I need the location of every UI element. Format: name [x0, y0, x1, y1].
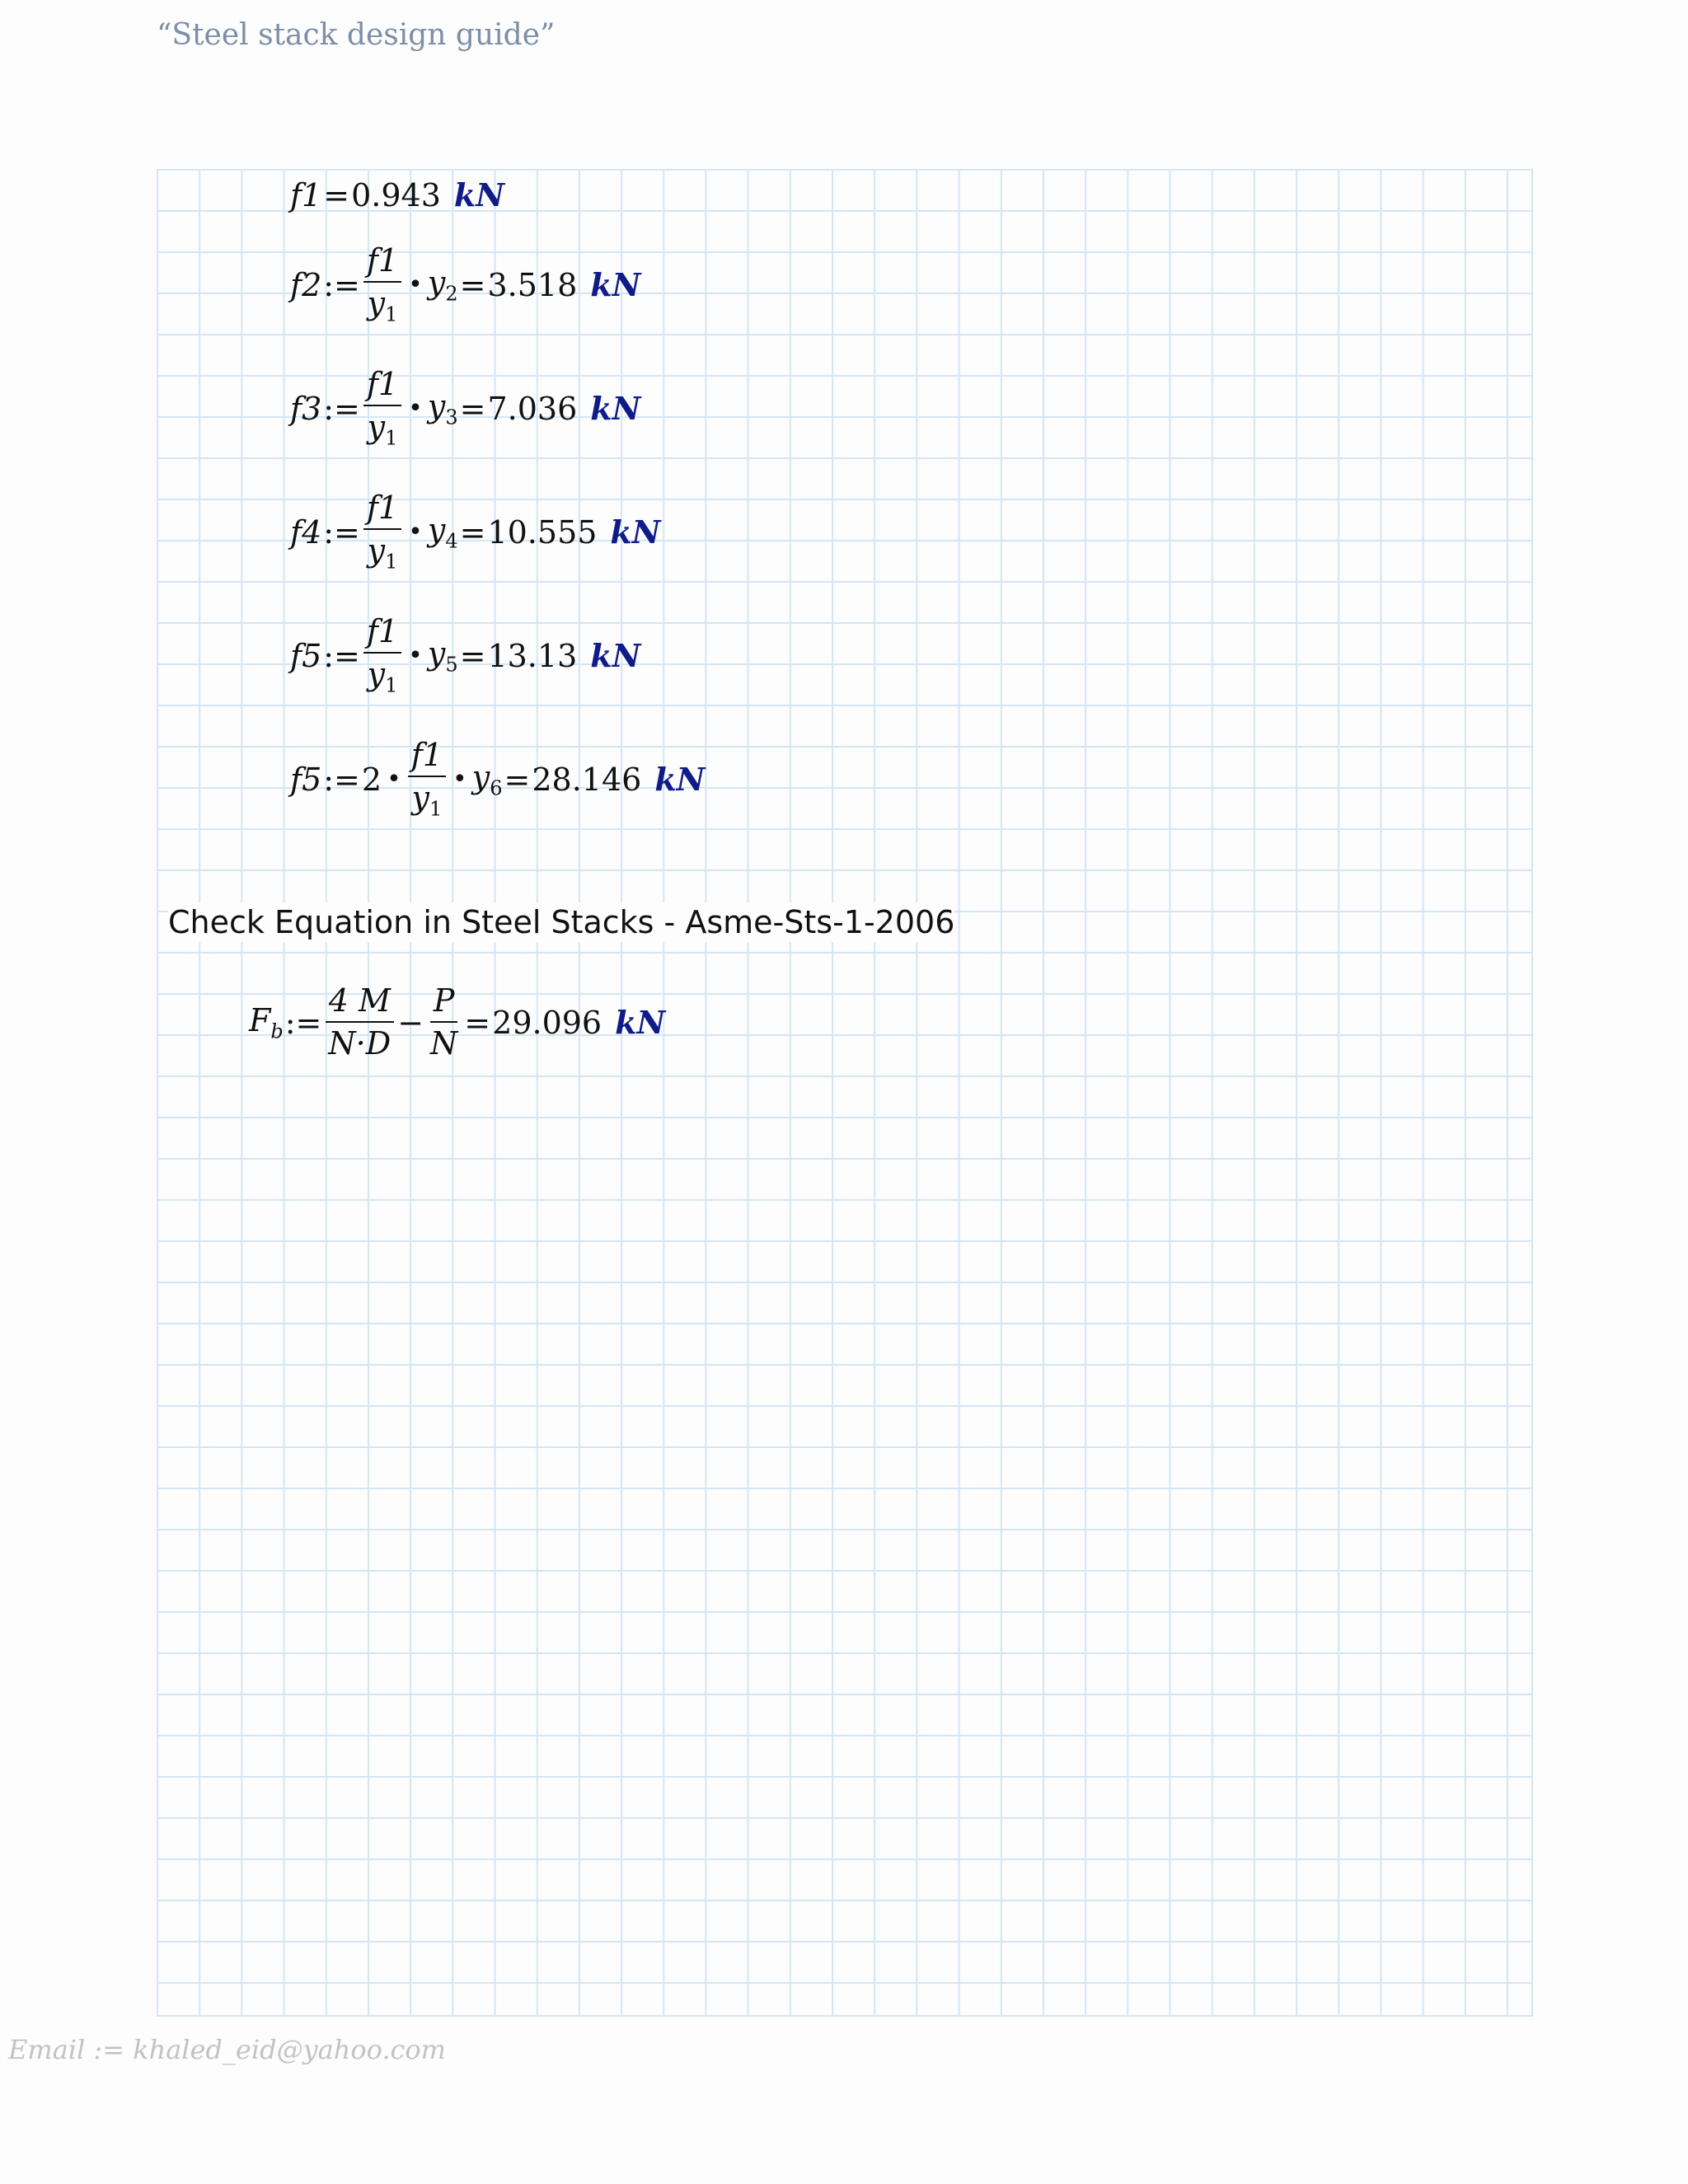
f5-denominator: $y_1$ [367, 655, 398, 697]
f6-fraction [408, 739, 446, 820]
f5-fraction [363, 613, 401, 697]
f4-numerator: f1 [363, 492, 401, 530]
multiply-dot: • [408, 518, 423, 547]
f3-denominator: $y_1$ [367, 408, 398, 450]
fb-unit: kN [615, 1004, 666, 1042]
equals-sign: = [459, 513, 486, 551]
minus-sign: − [397, 1004, 424, 1041]
f2-unit: kN [590, 266, 641, 304]
f2-numerator: f1 [363, 245, 401, 283]
f4-result: 10.555 [487, 513, 598, 551]
multiply-dot: • [408, 270, 423, 300]
f4-unit: kN [610, 513, 661, 551]
f3-numerator: f1 [363, 368, 401, 406]
fb-fraction-1 [325, 982, 394, 1062]
f6-coefficient: 2 [361, 761, 382, 798]
f5-unit: kN [590, 637, 641, 675]
multiply-dot: • [452, 765, 467, 794]
f1-value: 0.943 [351, 176, 441, 213]
fb-result: 29.096 [492, 1004, 603, 1041]
f6-multiplier: $y_6$ [471, 759, 503, 800]
f2-multiplier: $y_2$ [427, 265, 458, 306]
equation-f5 [290, 613, 641, 697]
multiply-dot: • [408, 641, 423, 671]
document-header-title: “Steel stack design guide” [157, 18, 556, 52]
f5-lhs: f5 [290, 637, 322, 674]
equation-fb [249, 982, 666, 1062]
f4-denominator: $y_1$ [367, 532, 398, 574]
equals-sign: = [459, 637, 486, 674]
assign-sign: := [323, 266, 360, 303]
f2-denominator: $y_1$ [367, 284, 398, 326]
f3-unit: kN [590, 390, 641, 428]
f6-result: 28.146 [532, 761, 642, 798]
f3-fraction [363, 368, 401, 449]
f6-denominator: $y_1$ [411, 779, 443, 821]
f4-lhs: f4 [290, 513, 322, 551]
equals-sign: = [504, 761, 531, 798]
f1-unit: kN [453, 176, 504, 213]
fb-numerator-2: P [430, 985, 458, 1023]
f3-result: 7.036 [487, 390, 578, 427]
assign-sign: := [323, 513, 360, 551]
equation-f6 [290, 739, 705, 820]
fb-lhs: $F_b$ [249, 1002, 284, 1043]
f3-multiplier: $y_3$ [427, 388, 458, 429]
f4-multiplier: $y_4$ [427, 512, 458, 553]
assign-sign: := [323, 761, 360, 798]
equals-sign: = [464, 1004, 491, 1041]
f5-result: 13.13 [487, 637, 578, 674]
f2-result: 3.518 [487, 266, 578, 303]
fb-denominator-2: N [430, 1024, 458, 1062]
f6-unit: kN [654, 761, 706, 799]
equation-f4 [290, 492, 661, 573]
f3-lhs: f3 [290, 390, 322, 427]
fb-fraction-2 [427, 982, 461, 1062]
f6-lhs: f5 [290, 761, 322, 798]
f4-fraction [363, 492, 401, 573]
assign-sign: := [323, 637, 360, 674]
equation-f2 [290, 242, 641, 326]
f5-numerator: f1 [363, 616, 401, 654]
equation-f1 [290, 176, 504, 213]
section-heading: Check Equation in Steel Stacks - Asme-Sts-1-2006 [168, 904, 955, 940]
f2-lhs: f2 [290, 266, 322, 303]
f2-fraction [363, 242, 401, 326]
fb-denominator-1: N·D [328, 1024, 392, 1062]
multiply-dot: • [387, 765, 401, 794]
fb-numerator-1: 4 M [326, 985, 394, 1023]
assign-sign: := [323, 390, 360, 427]
footer-email: Email := khaled_eid@yahoo.com [8, 2034, 447, 2065]
multiply-dot: • [408, 394, 423, 424]
f1-lhs: f1 [290, 176, 322, 213]
equation-f3 [290, 368, 640, 449]
equals-sign: = [459, 390, 486, 427]
f6-numerator: f1 [408, 739, 446, 777]
equals-sign: = [323, 176, 350, 213]
equals-sign: = [459, 266, 486, 303]
f5-multiplier: $y_5$ [427, 635, 458, 677]
assign-sign: := [284, 1004, 322, 1041]
